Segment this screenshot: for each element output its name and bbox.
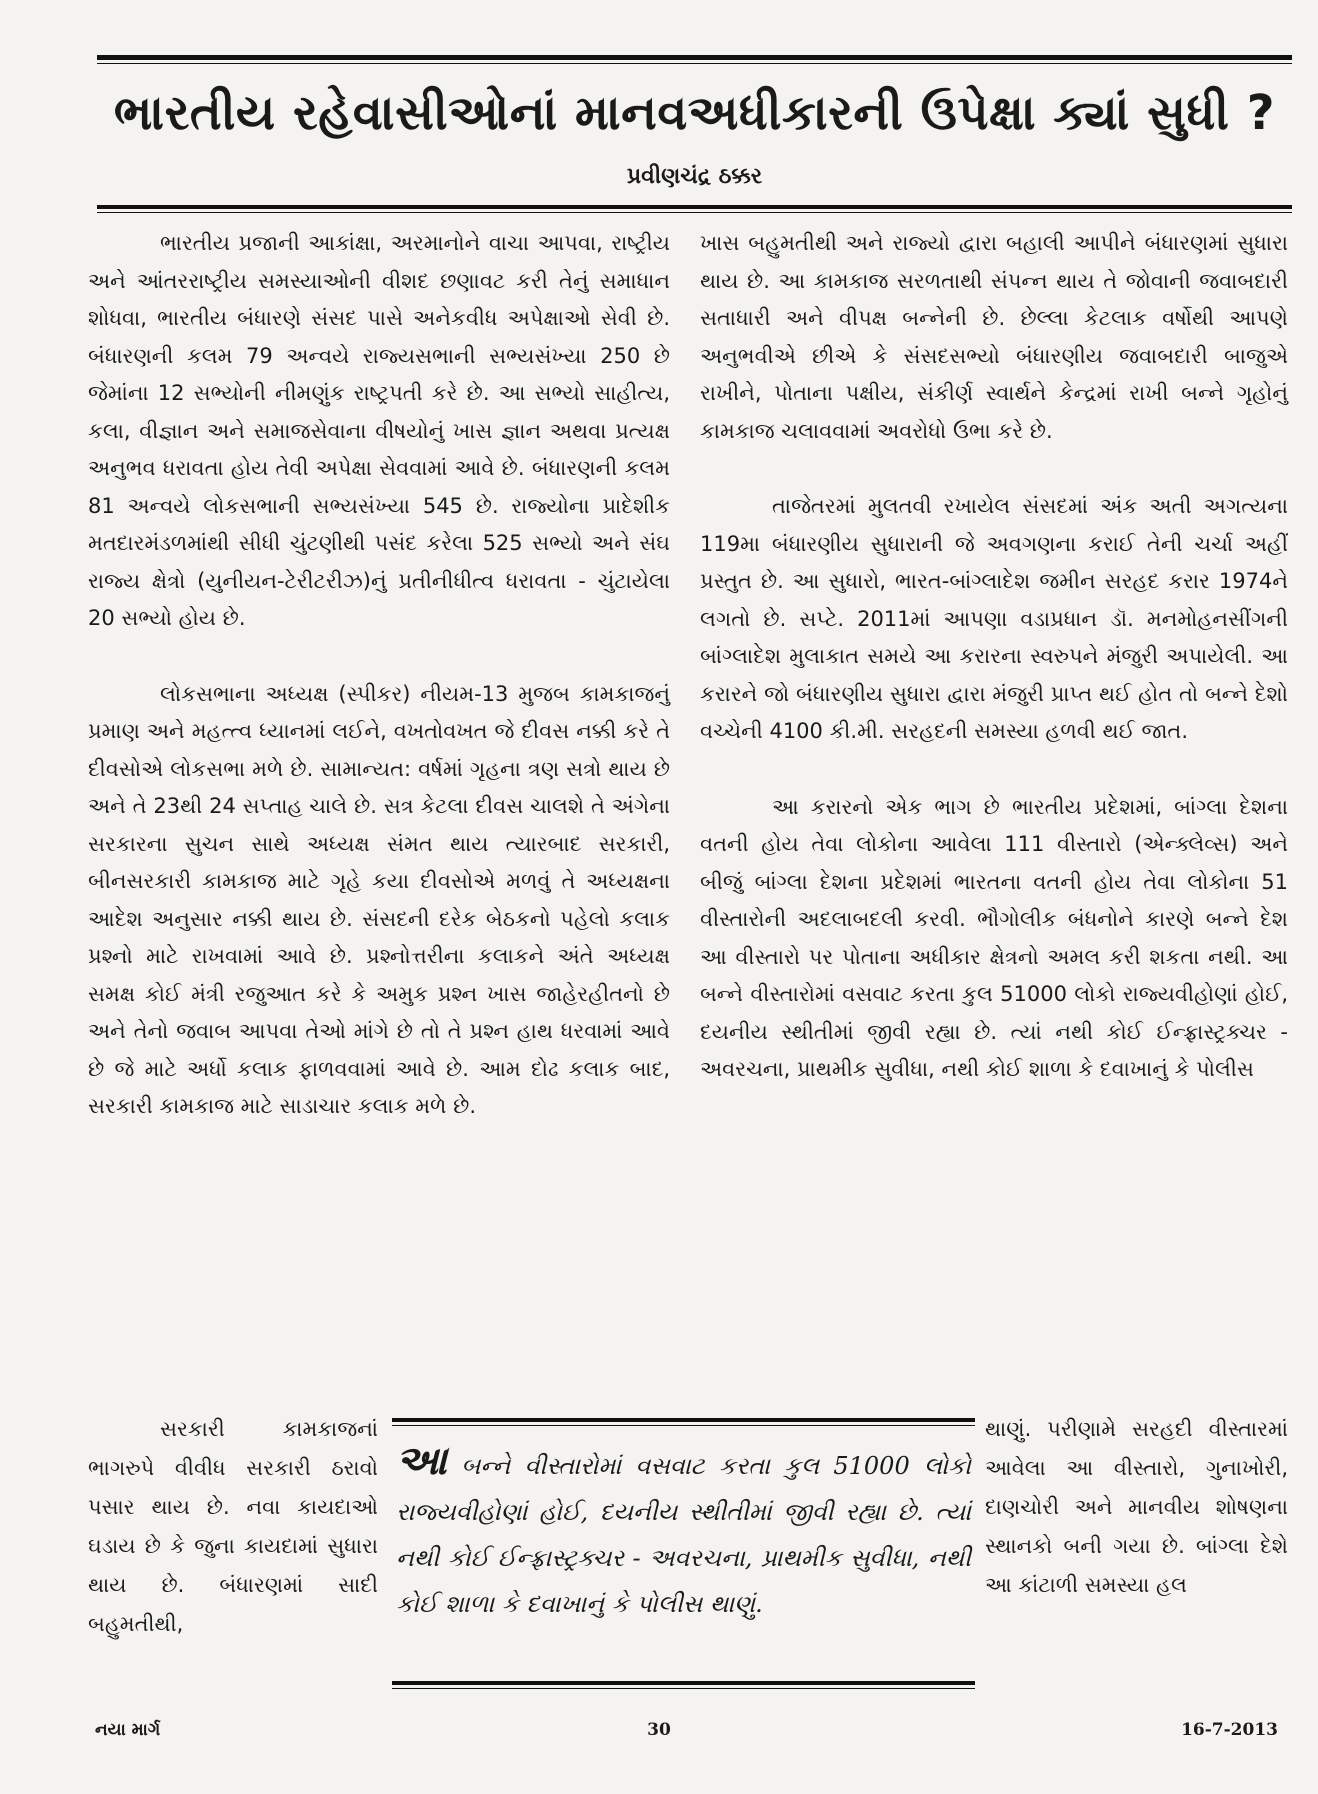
- right-column: [700, 225, 1288, 1089]
- title-rule-thin: [97, 212, 1292, 213]
- paragraph: તાજેતરમાં મુલતવી રખાયેલ સંસદમાં અંક અતી અગત્યના 119મા બંધારણીય સુધારાની જે અવગણના કરાઈ તેની ચર્ચા અહીં પ્રસ્તુત છે. આ સુધારો, ભારત-બાંગ્લાદેશ જમીન સરહદ કરાર 1974ને લગતો છે. સપ્ટે. 2011માં આપણા વડાપ્રધાન ડૉ. મનમોહનસીંગની બાંગ્લાદેશ મુલાકાત સમયે આ કરારના સ્વરુપને મંજુરી અપાયેલી. આ કરારને જો બંધારણીય સુધારા દ્વારા મંજુરી પ્રાપ્ત થઈ હોત તો બન્ને દેશો વચ્ચેની 4100 કી.મી. સરહદની સમસ્યા હળવી થઈ જાત.: [700, 494, 1288, 743]
- paragraph: લોકસભાના અધ્યક્ષ (સ્પીકર) નીયમ-13 મુજબ કામકાજનું પ્રમાણ અને મહત્ત્વ ધ્યાનમાં લઈને, વખતોવખત જે દીવસ નક્કી કરે તે દીવસોએ લોકસભા મળે છે. સામાન્યત: વર્ષમાં ગૃહના ત્રણ સત્રો થાય છે અને તે 23થી 24 સપ્તાહ ચાલે છે. સત્ર કેટલા દીવસ ચાલશે તે અંગેના સરકારના સુચન સાથે અધ્યક્ષ સંમત થાય ત્યારબાદ સરકારી, બીનસરકારી કામકાજ માટે ગૃહે કયા દીવસોએ મળવું તે અધ્યક્ષના આદેશ અનુસાર નક્કી થાય છે. સંસદની દરેક બેઠકનો પહેલો કલાક પ્રશ્નો માટે રાખવામાં આવે છે. પ્રશ્નોત્તરીના કલાકને અંતે અધ્યક્ષ સમક્ષ કોઈ મંત્રી રજુઆત કરે કે અમુક પ્રશ્ન ખાસ જાહેરહીતનો છે અને તેનો જવાબ આપવા તેઓ માંગે છે તો તે પ્રશ્ન હાથ ધરવામાં આવે છે જે માટે અર્ધો કલાક ફાળવવામાં આવે છે. આમ દોઢ કલાક બાદ, સરકારી કામકાજ માટે સાડાચાર કલાક મળે છે.: [88, 681, 670, 1118]
- page-number: 30: [647, 1720, 671, 1740]
- top-rule: [97, 55, 1292, 60]
- pullquote-top-rule: [392, 1418, 975, 1422]
- paragraph: સરકારી કામકાજનાં ભાગરુપે વીવીધ સરકારી ઠરાવો પસાર થાય છે. નવા કાયદાઓ ઘડાય છે કે જુના કાયદામાં સુધારા થાય છે. બંધારણમાં સાદી બહુમતીથી,: [88, 1417, 378, 1636]
- left-column: [88, 225, 670, 1126]
- pullquote-lead-word: આ: [396, 1438, 447, 1484]
- article-title: ભારતીય રહેવાસીઓનાં માનવઅધીકારની ઉપેક્ષા ક્યાં સુધી ?: [113, 85, 1276, 141]
- paragraph: ભારતીય પ્રજાની આકાંક્ષા, અરમાનોને વાચા આપવા, રાષ્ટ્રીય અને આંતરરાષ્ટ્રીય સમસ્યાઓની વીશદ છણાવટ કરી તેનું સમાધાન શોધવા, ભારતીય બંધારણે સંસદ પાસે અનેકવીધ અપેક્ષાઓ સેવી છે. બંધારણની કલમ 79 અન્વયે રાજ્યસભાની સભ્યસંખ્યા 250 છે જેમાંના 12 સભ્યોની નીમણુંક રાષ્ટ્રપતી કરે છે. આ સભ્યો સાહીત્ય, કલા, વીજ્ઞાન અને સમાજસેવાના વીષયોનું ખાસ જ્ઞાન અથવા પ્રત્યક્ષ અનુભવ ધરાવતા હોય તેવી અપેક્ષા સેવવામાં આવે છે. બંધારણની કલમ 81 અન્વયે લોકસભાની સભ્યસંખ્યા 545 છે. રાજ્યોના પ્રાદેશીક મતદારમંડળમાંથી સીધી ચુંટણીથી પસંદ કરેલા 525 સભ્યો અને સંઘ રાજ્ય ક્ષેત્રો (યુનીયન-ટેરીટરીઝ)નું પ્રતીનીધીત્વ ધરાવતા - ચુંટાયેલા 20 સભ્યો હોય છે.: [88, 231, 670, 630]
- left-narrow-column: [88, 1410, 378, 1644]
- pullquote-bottom-rule-thin: [392, 1688, 975, 1689]
- title-rule: [97, 205, 1292, 209]
- pullquote-top-rule-thin: [392, 1425, 975, 1426]
- right-narrow-column: [985, 1410, 1288, 1605]
- paragraph: થાણું. પરીણામે સરહદી વીસ્તારમાં આવેલા આ વીસ્તારો, ગુનાખોરી, દાણચોરી અને માનવીય શોષણના સ્થાનકો બની ગયા છે. બાંગ્લા દેશે આ કાંટાળી સમસ્યા હલ: [985, 1417, 1288, 1597]
- pullquote: [396, 1438, 971, 1627]
- paragraph: આ કરારનો એક ભાગ છે ભારતીય પ્રદેશમાં, બાંગ્લા દેશના વતની હોય તેવા લોકોના આવેલા 111 વીસ્તારો (એન્ક્લેવ્સ) અને બીજું બાંગ્લા દેશના પ્રદેશમાં ભારતના વતની હોય તેવા લોકોના 51 વીસ્તારોની અદલાબદલી કરવી. ભૌગોલીક બંધનોને કારણે બન્ને દેશ આ વીસ્તારો પર પોતાના અધીકાર ક્ષેત્રનો અમલ કરી શકતા નથી. આ બન્ને વીસ્તારોમાં વસવાટ કરતા કુલ 51000 લોકો રાજ્યવીહોણાં હોઈ, દયનીય સ્થીતીમાં જીવી રહ્યા છે. ત્યાં નથી કોઈ ઈન્ફ્રાસ્ટ્રક્ચર - અવરચના, પ્રાથમીક સુવીધા, નથી કોઈ શાળા કે દવાખાનું કે પોલીસ: [700, 794, 1288, 1081]
- publication-name: નયા માર્ગ: [95, 1720, 161, 1740]
- article-author: પ્રવીણચંદ્ર ઠક્કર: [626, 164, 763, 189]
- pullquote-text: બન્ને વીસ્તારોમાં વસવાટ કરતા કુલ 51000 લોકો રાજ્યવીહોણાં હોઈ, દયનીય સ્થીતીમાં જીવી રહ્યા છે. ત્યાં નથી કોઈ ઈન્ફ્રાસ્ટ્રક્ચર - અવરચના, પ્રાથમીક સુવીધા, નથી કોઈ શાળા કે દવાખાનું કે પોલીસ થાણું.: [396, 1452, 971, 1618]
- paragraph: ખાસ બહુમતીથી અને રાજ્યો દ્વારા બહાલી આપીને બંધારણમાં સુધારા થાય છે. આ કામકાજ સરળતાથી સંપન્ન થાય તે જોવાની જવાબદારી સતાધારી અને વીપક્ષ બન્નેની છે. છેલ્લા કેટલાક વર્ષોથી આપણે અનુભવીએ છીએ કે સંસદસભ્યો બંધારણીય જવાબદારી બાજુએ રાખીને, પોતાના પક્ષીય, સંકીર્ણ સ્વાર્થને કેન્દ્રમાં રાખી બન્ને ગૃહોનું કામકાજ ચલાવવામાં અવરોધો ઉભા કરે છે.: [700, 231, 1288, 443]
- top-rule-thin: [97, 63, 1292, 64]
- issue-date: 16-7-2013: [1181, 1720, 1278, 1740]
- pullquote-bottom-rule: [392, 1681, 975, 1685]
